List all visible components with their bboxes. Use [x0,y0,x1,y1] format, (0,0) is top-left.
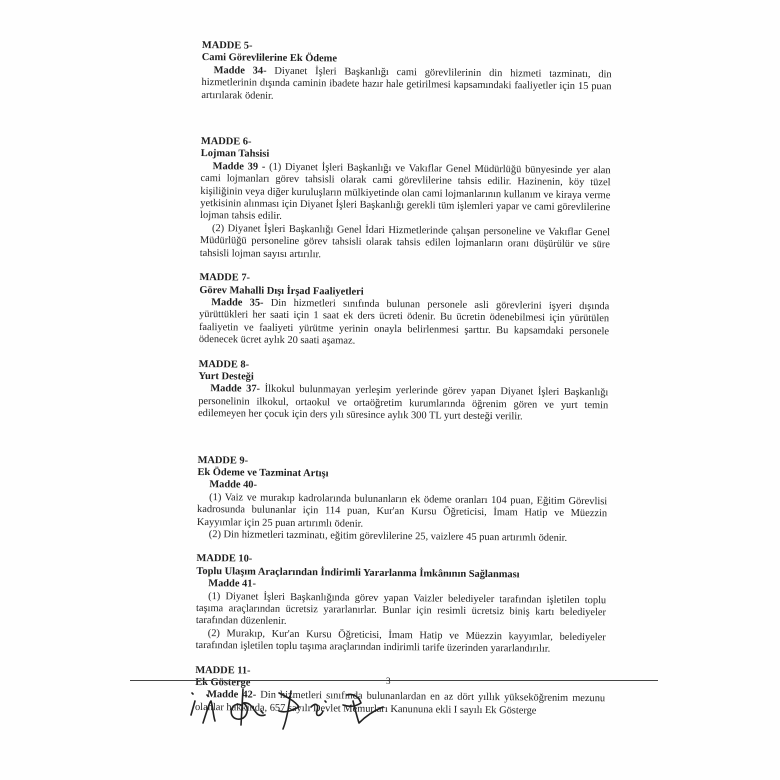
article-paragraph-text: Din hizmetleri sınıfında bulunanlardan en az dört yıllık yükseköğrenim mezunu olanlar hakkında, 657 sayılı Devlet Memurları Kanununa ekli I sayılı Ek Gösterge [194,690,606,717]
document-body [195,40,612,719]
article-paragraph [196,628,606,657]
article-clause-label: Madde 42- [207,689,257,702]
article-subtitle: Toplu Ulaşım Araçlarından İndirimli Yararlanma İmkânının Sağlanması [196,565,520,581]
article-heading: MADDE 10- [196,553,253,565]
article-clause-label: Madde 40- [209,479,258,491]
article-paragraph [201,65,611,107]
article-paragraph-text: (2) Diyanet İşleri Başkanlığı Genel İdari Hizmetlerinde çalışan personeline ve Vakıflar Genel Müdürlüğü personeline görev tahsisli olarak tahsis edilen lojmanların oranı düşürülür ve süre tahsisli lojman sayısı artırılır. [199,222,611,260]
page-number: 3 [386,676,391,686]
article-paragraph-text: İlkokul bulunmayan yerleşim yerlerinde görev yapan Diyanet İşleri Başkanlığı personelinin ilkokul, ortaokul ve ortaöğretim kurumlarında öğrenim gören ve yurt temin edilemeyen her çocuk için ders yılı süresince aylık 300 TL yurt desteği verilir. [198,383,609,423]
article-section [196,553,607,657]
article-clause-label: Madde 41- [208,578,256,590]
article-clause-label: Madde 34- [213,64,267,77]
article-section [200,136,611,264]
article-heading: MADDE 8- [198,358,250,371]
article-paragraph-text: (1) Diyanet İşleri Başkanlığı ve Vakıflar Genel Müdürlüğü bünyesinde yer alan cami lojmanları görev tahsisli olarak cami görevlilerine tahsis edilir. Hazinenin, köy tüzel kişiliğinin veya diğer kuruluşların mülkiyetinde olan cami lojmanlarının kullanım ve kiraya verme yetkisinin alınması için Diyanet İşleri Başkanlığı gerekli tüm işlemleri yapar ve cami görevlilerine lojman tahsis edilir. [200,161,611,223]
article-paragraph-text: Din hizmetleri sınıfında bulunan personele asli görevlerini işyeri dışında yürüttükleri her saati için 1 saat ek ders ücreti ödenir. Bu ücretin ödenebilmesi için yürütülen faaliyetin ve faaliyeti yürütme yerinin onayla belirlenmesi şarttır. Bu kapsamdaki personele ödenecek ücret aylık 20 saati aşamaz. [198,297,610,347]
footer-rule [130,680,658,681]
article-paragraph [197,492,607,534]
article-clause-label: Madde 35- [211,297,264,309]
article-paragraph [200,223,610,265]
article-paragraph-text: (1) Vaiz ve murakıp kadrolarında bulunanların ek ödeme oranları 104 puan, Eğitim Görevlisi kadrosunda bulunanlar için 114 puan, Kur'an Kursu Öğreticisi, İmam Hatip ve Müezzin Kayyımlar için 25 puan artırımlı ödenir. [196,491,608,530]
article-section [199,272,610,351]
article-paragraph [196,591,606,633]
article-paragraph-text: (1) Diyanet İşleri Başkanlığında görev yapan Vaizler belediyeler tarafından işletilen toplu taşıma araçlarından ücretsiz yararlanırlar. Bunlar için resimli ücretsiz biniş kartı belediyeler tarafından düzenlenir. [195,590,607,628]
article-clause-label: Madde 39 - [212,160,266,173]
article-heading: MADDE 6- [200,136,252,148]
article-clause-label: Madde 37- [210,383,261,395]
article-heading: MADDE 9- [197,454,249,467]
article-subtitle: Ek Gösterge [195,677,251,689]
article-subtitle: Lojman Tahsisi [200,148,270,161]
article-paragraph [198,383,608,425]
article-heading: MADDE 11- [195,664,251,677]
handwritten-signature-icon [183,683,423,733]
article-paragraph [200,161,611,227]
article-paragraph-text: (2) Murakıp, Kur'an Kursu Öğreticisi, İmam Hatip ve Müezzin kayyımlar, belediyeler tarafından işletilen toplu taşıma araçlarından indirimli tarife üzerinden yararlandırılır. [195,627,606,655]
article-subtitle: Cami Görevlilerine Ek Ödeme [201,52,338,65]
article-subtitle: Ek Ödeme ve Tazminat Artışı [197,466,329,480]
article-heading: MADDE 5- [201,40,253,52]
article-section [198,359,609,425]
article-heading: MADDE 7- [199,272,251,284]
article-paragraph-text: Diyanet İşleri Başkanlığı cami görevlilerinin din hizmeti tazminatı, din hizmetlerinin dışında caminin ibadete hazır hale getirilmesi kapsamındaki faaliyetler için 15 puan artırılarak ödenir. [201,65,612,102]
article-subtitle: Yurt Desteği [198,370,254,383]
article-section [201,40,612,106]
article-paragraph-text: (2) Din hizmetleri tazminatı, eğitim görevlilerine 25, vaizlere 45 puan artırımlı ödenir. [208,529,568,544]
article-paragraph [199,297,609,351]
article-section [197,455,608,546]
article-subtitle: Görev Mahalli Dışı İrşad Faaliyetleri [199,284,364,298]
